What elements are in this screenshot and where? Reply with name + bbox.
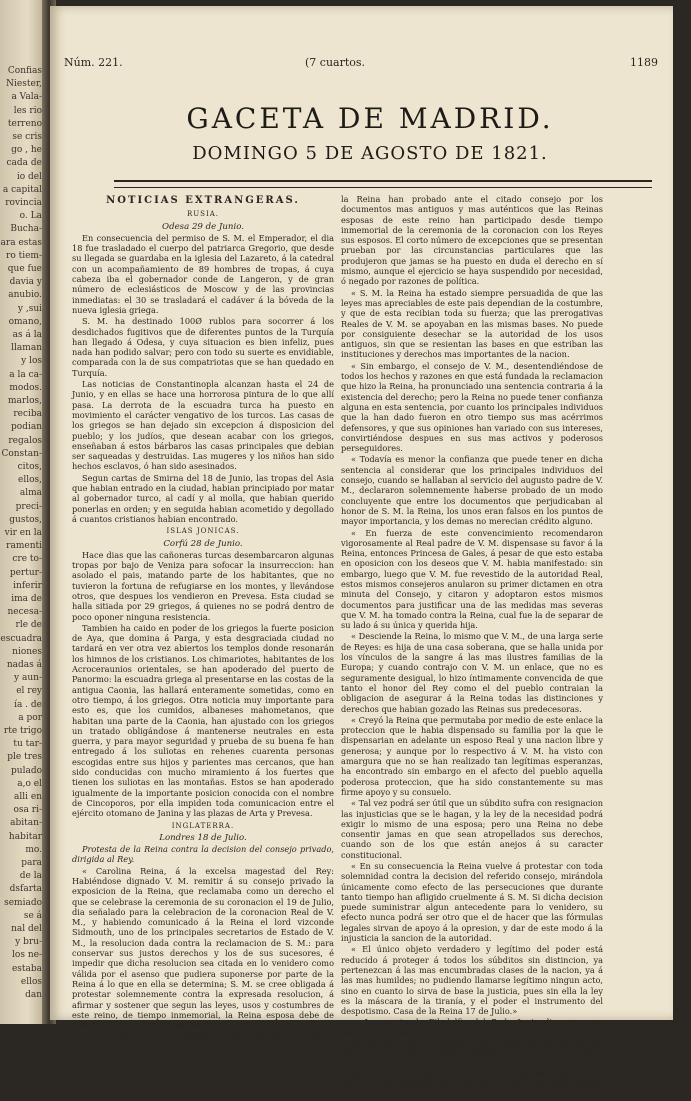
paragraph: « Todavía es menor la confianza que puede tener en dicha sentencia al considerar que los principales individuos del consejo, cuando se hallaban al servicio del augusto padre de V. M., declararon solemnemente haberse probado de un modo concluyente que entre los documentos que perjudicaban al honor de S. M. la Reina, los unos eran falsos en los puntos de mayor importancia, y los demas no merecian crédito alguno. — [341, 454, 603, 527]
prev-page-fragment: les rio — [13, 105, 42, 116]
prev-page-fragment: el rey — [16, 686, 42, 697]
prev-page-fragment: omano, — [8, 316, 42, 327]
masthead-title: GACETA DE MADRID. — [186, 102, 554, 135]
issue-number: Núm. 221. — [64, 56, 123, 69]
prev-page-fragment: abitan- — [10, 818, 42, 829]
paragraph: « En fuerza de este convencimiento recomendaron vigorosamente al Real padre de V. M. dispensase su favor á la Reina, entonces Princesa de Gales, á pesar de que esto estaba en oposicion con los deseos que V. M. habia manifestado: sin embargo, luego que V. M. fue revestido de la autoridad Real, estos mismos consejeros anularon su primer dictamen en otra minuta del Consejo, y citaron y adoptaron estos mismos documentos para justificar una de las medidas mas severas que V. M. ha tomado contra la Reina, cual fue la de separar de su lado á su única y querida hija. — [341, 527, 603, 631]
prev-page-fragment: alma — [19, 488, 42, 499]
paragraph: Tambien ha caido en poder de los griegos la fuerte posicion de Aya, que domina á Parga, y esta desgraciada ciudad no tardará en ver otra vez abiertos los templos donde resonarán los himnos de los cristianos. Los chimariotes, habitantes de los Acroceraunios orientales, se han apoderado del puerto de Panormo: la escuadra griega al presentarse en las costas de la antigua Caonia, las hallará enteramente sometidas, como en otro tiempo, á los griegos. Otra noticia muy importante para esto es, que los cumidos, albaneses mahometanos, que habitan una parte de la Caonia, han ajustado con los griegos un tratado obligándose á mantenerse neutrales en esta guerra, y para mayor seguridad y prueba de su buena fe han entregado á los suliotas en rehenes cuarenta personas escogidas entre sus hijos y parientes mas cercanos, que han sido conducidas con mucho miramiento á los fuertes que tienen los suliotas en las montañas. Estos se han apoderado igualmente de la importante posicion conocida con el nombre de Cincoporos, por ella impiden toda comunicacion entre el ejército otomano de Janina y las plazas de Arta y Prevesa. — [72, 622, 334, 819]
prev-page-fragment: rle de — [15, 620, 42, 631]
prev-page-fragment: escuadra — [0, 633, 42, 644]
prev-page-fragment: habitar — [8, 831, 42, 842]
prev-page-fragment: cada de — [6, 158, 42, 169]
prev-page-fragment: pertur- — [9, 567, 42, 578]
prev-page-fragment: osa ri- — [13, 805, 42, 816]
prev-page-fragment: nadas á — [6, 660, 42, 670]
prev-page-fragment: as á la — [12, 330, 42, 340]
prev-page-fragment: Confias — [7, 66, 42, 76]
prev-page-fragment: modos. — [9, 382, 42, 393]
prev-page-fragment: gustos, — [9, 514, 42, 525]
paragraph: « Desciende la Reina, lo mismo que V. M., de una larga serie de Reyes: es hija de una casa soberana, que se halla unida por los vínculos de la sangre á las mas ilustres familias de la Europa; y cuando contrajo con V. M. un enlace, que no es seguramente desigual, lo hizo íntimamente convencida de que tanto el honor del Rey como el del pueblo contraian la obligacion de asegurar á la Reina todas las distinciones y derechos que habian gozado las Reinas sus predecesoras. — [341, 631, 603, 714]
paragraph: « Tal vez podrá ser útil que un súbdito sufra con resignacion las injusticias que se le hagan, y la ley de la necesidad podrá exigir lo mismo de una esposa; pero una Reina no debe consentir jamas en que sean atropellados sus derechos, cuando son de los que están anejos á su caracter constitucional. — [341, 798, 603, 860]
prev-page-fragment: a capital — [2, 184, 42, 195]
prev-page-fragment: a por — [18, 712, 42, 723]
prev-page-fragment: citos, — [17, 462, 42, 472]
prev-page-fragment: ara estas — [0, 237, 42, 248]
prev-page-fragment: vir en la — [4, 528, 42, 538]
prev-page-fragment: dan — [25, 990, 42, 1000]
prev-page-fragment: ple tres — [7, 752, 42, 763]
prev-page-fragment: ima de — [11, 594, 42, 604]
prev-page-fragment: tu tar- — [13, 739, 42, 750]
prev-page-fragment: io del — [16, 171, 42, 182]
prev-page-fragment: necesa- — [7, 607, 42, 618]
prev-page-fragment: y ,sui — [17, 303, 42, 314]
prev-page-fragment: marlos, — [8, 396, 42, 406]
prev-page-fragment: que fue — [7, 264, 42, 274]
prev-page-fragment: rovincia — [5, 198, 42, 208]
prev-page-fragment: pulado — [11, 765, 42, 776]
prev-page-fragment: ellos — [20, 976, 42, 987]
dateline-londres: Londres 18 de Julio. — [159, 832, 247, 843]
prev-page-fragment: y bru- — [15, 937, 42, 948]
prev-page-fragment: y los — [21, 356, 42, 367]
paragraph: … La gaceta de Filadelfia del 7 de Junio dice que una escuadra de buques de guerra y de trasportes con 3000 hombres de tropa, y ademas 2611 personas, al mando del mayor general Smith, salió de Bombay el 11 de Enero para el golfo pérsico, donde han de emplearse estas tropas contra los árabes. El navío Isabel de Filadelfia ha sido detenido en Rio-Janeiro para emplearlo en trasportar á Lisboa muchas familias de distincion. — [341, 1017, 603, 1100]
prev-page-fragment: y aun- — [14, 673, 42, 684]
prev-page-fragment: preci- — [15, 501, 42, 512]
masthead-rule — [114, 180, 652, 188]
prev-page-fragment: alli en — [14, 792, 42, 802]
paragraph: Las noticias de Constantinopla alcanzan hasta el 24 de Junio, y en ellas se hace una horrorosa pintura de lo que allí pasa. La derrota de la escuadra turca ha puesto en movimiento el carácter vengativo de los turcos. Las casas de los griegos se han dejado sin excepcion á disposicion del pueblo; y los judíos, que desean acabar con los griegos, enseñaban á estos bárbaros las casas principales que debian ser saqueadas y destruidas. Las mugeres y los niños han sido hechos esclavos, ó han sido asesinados. — [72, 379, 334, 472]
paragraph: « Carolina Reina, á la excelsa magestad del Rey: Habiéndose dignado V. M. remitir á su consejo privado la exposicion de la Reina, que reclamaba como un derecho el que se celebrase la ceremonia de su coronacion el 19 de Julio, dia señalado para la celebracion de la coronacion Real de V. M., y habiendo comunicado á la Reina el lord vizconde Sidmouth, uno de los principales secretarios de Estado de V. M., la resolucion dada contra la reclamacion de S. M.: para conservar sus justos derechos y los de sus sucesores, é impedir que dicha resolucion sea citada en lo venidero como válida por el asenso que pudiera suponerse por parte de la Reina á lo que en ella se determina; S. M. se cree obligada á protestar solemnemente contra la expresada resolucion, á afirmar y sostener que segun las leyes, usos y costumbres de este reino, de tiempo inmemorial, la Reina esposa debe de derecho ser coronada al mismo tiempo que el Rey. — [72, 865, 334, 1031]
prev-page-fragment: ramenti — [6, 541, 42, 552]
prev-page-fragment: a la ca- — [9, 369, 42, 380]
prev-page-fragment: Constan- — [1, 448, 42, 459]
paragraph: « S. M. la Reina ha estado siempre persuadida de que las leyes mas apreciables de este pais dependian de la costumbre, y que de esta recibian toda su fuerza; que las prerogativas Reales de V. M. se apoyaban en las mismas bases. No puede por consiguiente desechar se la autoridad de los usos antiguos, sin que se resientan las bases en que estriban las instituciones y derechos mas importantes de la nacion. — [341, 287, 603, 360]
prev-page-fragment: estaba — [11, 963, 42, 974]
prev-page-fragment: ro tiem- — [6, 250, 42, 261]
prev-page-fragment: Niester, — [6, 79, 42, 90]
paragraph: « Sin embargo, el consejo de V. M., desentendiéndose de todos los hechos y razones en que está fundada la reclamacion que hizo la Reina, ha pronunciado una sentencia contraria á la existencia del derecho; pero la Reina no puede tener confianza alguna en esta sentencia, por cuanto los principales individuos que la han dado fueron en otro tiempo sus mas acérrimos defensores, y que sus opiniones han variado con sus intereses, convirtiéndose despues en sus mas activos y poderosos perseguidores. — [341, 360, 603, 454]
prev-page-fragment: niones — [12, 646, 42, 657]
paragraph: « El único objeto verdadero y legítimo del poder está reducido á proteger á todos los súbditos sin distincion, ya pertenezcan á las mas encumbradas clases de la nacion, ya á las mas humildes; no pudiendo llamarse legítimo ningun acto, sino en cuanto lo sirva de base la justicia, pues sin ella la ley es la máscara de la tiranía, y el poder el instrumento del despotismo. Casa de la Reina 17 de Julio.» — [341, 944, 603, 1017]
prev-page-fragment: davia y — [9, 277, 42, 288]
prev-page-fragment: dsfarta — [9, 884, 42, 895]
paragraph: Segun cartas de Smirna del 18 de Junio, las tropas del Asia que habian entrado en la ciudad, habian principiado por matar al gobernador turco, al cadí y al molla, que habian querido ponerlas en orden; y en seguida habian acometido y degollado á cuantos cristianos habian encontrado. — [72, 472, 334, 524]
protest-title: Protesta de la Reina contra la decision del consejo privado, dirigida al Rey. — [72, 844, 334, 865]
paragraph: « En apoyo de esta reclamacion de derecho, los letrados de S. M. — [72, 1031, 334, 1052]
prev-page-fragment: semiado — [4, 897, 42, 908]
prev-page-fragment: cre to- — [12, 554, 42, 565]
paragraph: S. M. ha destinado 100Ø rublos para socorrer á los desdichados fugitivos que de diferentes puntos de la Turquía han llegado á Odesa, y cuya situacion es bien infeliz, pues nada han podido salvar; pero con todo su suerte es envidiable, comparada con la de sus compatriotas que se han quedado en Turquía. — [72, 316, 334, 378]
prev-page-fragment: para — [21, 858, 42, 868]
prev-page-fragment: reciba — [13, 409, 42, 420]
prev-page-fragment: ellos, — [18, 475, 42, 486]
prev-page-fragment: rte trigo — [3, 726, 42, 736]
issue-price: (7 cuartos. — [305, 56, 366, 69]
paragraph: « Creyó la Reina que permutaba por medio de este enlace la proteccion que le habia dispensado su familia por la que le dispensarian en adelante un esposo Real y una nacion libre y generosa; y aunque por lo respectivo á V. M. ha visto con amargura que no se han realizado tan legítimas esperanzas, ha encontrado sin embargo en el afecto del pueblo aquella poderosa proteccion, que ha sido constantemente su mas firme apoyo y su consuelo. — [341, 714, 603, 797]
previous-page-edge — [0, 0, 46, 1024]
paragraph: la Reina han probado ante el citado consejo por los documentos mas antiguos y mas auténticos que las Reinas esposas de este reino han participado desde tiempo inmemorial de la ceremonia de la coronacion con los Reyes sus esposos. El corto número de excepciones que se presentan prueban por las circunstancias particulares que las produjeron que jamas se ha puesto en duda el derecho en sí mismo, aunque el ejercicio se haya suspendido por necesidad, ó negado por razones de política. — [341, 194, 603, 287]
issue-date: DOMINGO 5 DE AGOSTO DE 1821. — [192, 143, 548, 164]
dateline-odesa: Odesa 29 de Junio. — [162, 221, 244, 232]
right-column — [341, 194, 603, 1101]
prev-page-fragment: anubio. — [8, 290, 42, 301]
prev-page-fragment: o. La — [19, 211, 42, 222]
prev-page-fragment: se cris — [12, 132, 42, 142]
gazette-page — [50, 6, 673, 1100]
country-heading-rusia: RUSIA. — [186, 210, 219, 219]
paragraph: Hace dias que las cañoneras turcas desembarcaron algunas tropas por bajo de Veniza para sofocar la insurreccion: han asolado el pais, matando parte de los habitantes, que no tuvieron la fortuna de refugiarse en los montes, y llevándose otros, que despues los vendieron en Prevesa. Esta ciudad se halla sitiada por 29 griegos, á quienes no se podrá dentro de poco oponer ninguna resistencia. — [72, 549, 334, 622]
country-heading-islas: ISLAS JONICAS. — [166, 527, 240, 536]
prev-page-fragment: mo. — [25, 844, 42, 855]
prev-page-fragment: los ne- — [12, 950, 42, 961]
prev-page-fragment: a Vala- — [11, 92, 42, 103]
prev-page-fragment: regalos — [8, 435, 42, 446]
prev-page-fragment: go , he — [11, 145, 42, 156]
prev-page-fragment: Bucha- — [10, 224, 42, 235]
paragraph: « En su consecuencia la Reina vuelve á protestar con toda solemnidad contra la decision del referido consejo, mirándola únicamente como efecto de las persecuciones que durante tanto tiempo han afligido cruelmente á S. M. Si dicha decision puede suministrar algun antecedente para lo venidero, su efecto nunca podrá ser otro que el de hacer que las fórmulas legales sirvan de apoyo á la opresion, y dar de este modo á la injusticia la sancion de la autoridad. — [341, 861, 603, 944]
dateline-corfu: Corfú 28 de Junio. — [163, 538, 243, 549]
prev-page-fragment: ía . de — [14, 699, 42, 710]
prev-page-fragment: inferir — [13, 580, 42, 591]
prev-page-fragment: a,o el — [17, 778, 42, 789]
prev-page-fragment: podian — [11, 422, 42, 433]
page-number: 1189 — [630, 56, 658, 69]
prev-page-fragment: de la — [19, 871, 42, 882]
country-heading-inglaterra: INGLATERRA. — [171, 821, 235, 830]
section-heading: NOTICIAS EXTRANGERAS. — [106, 195, 300, 206]
prev-page-fragment: nal del — [11, 924, 42, 934]
prev-page-fragment: se á — [23, 910, 42, 921]
prev-page-fragment: terreno — [7, 118, 42, 129]
left-column — [72, 194, 334, 1053]
paragraph: En consecuencia del permiso de S. M. el Emperador, el dia 18 fue trasladado el cuerpo del patriarca Gregorio, que desde su llegada se guardaba en la iglesia del Lazareto, á la catedral con un acompañamiento de 89 hombres de tropas, á cuya cabeza iba el gobernador conde de Langeron, y de gran número de eclesiásticos de Moscow y de las provincias inmediatas: el 30 se trasladará el cadáver á la bóveda de la nueva iglesia griega. — [72, 232, 334, 315]
prev-page-fragment: llaman — [11, 343, 42, 354]
